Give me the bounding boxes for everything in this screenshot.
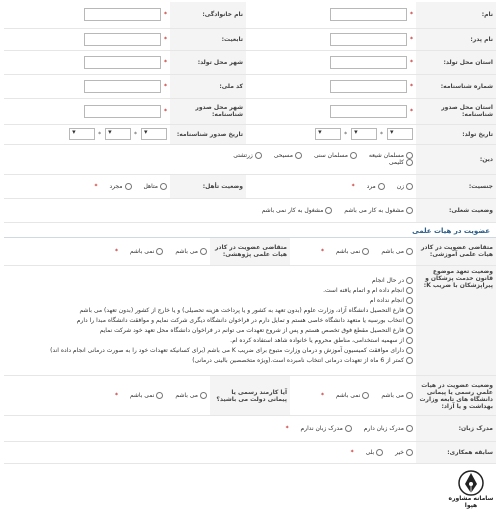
- required-mark: *: [164, 11, 167, 19]
- religion-label: دین:: [416, 144, 496, 174]
- personal-info-table: [4, 2, 496, 223]
- nationality-label: تابعیت:: [170, 28, 246, 50]
- father-name-label: نام پدر:: [416, 28, 496, 50]
- commitment-option[interactable]: فارغ التحصیل مقطع فوق تخصص هستم و پس از شروع تعهدات می توانم در فراخوان دانشگاه محل تعهد خود شرکت نمایم: [7, 326, 413, 335]
- commitment-option[interactable]: در حال انجام: [7, 276, 413, 285]
- table-row: [4, 376, 496, 416]
- radio-icon: [406, 317, 413, 324]
- radio-icon: [406, 347, 413, 354]
- birth-year-select[interactable]: [315, 128, 341, 140]
- membership-table: [4, 238, 496, 465]
- language-option[interactable]: مدرک زبان ندارم: [301, 425, 352, 432]
- gender-label: جنسیت:: [416, 174, 496, 198]
- religion-option[interactable]: مسلمان سنی: [314, 152, 357, 159]
- marital-option[interactable]: متاهل: [143, 183, 167, 190]
- religion-option[interactable]: مسیحی: [274, 152, 302, 159]
- commitment-option[interactable]: انجام داده ام و اتمام یافته است.: [7, 286, 413, 295]
- gender-option[interactable]: زن: [397, 183, 413, 190]
- national-code-input[interactable]: [84, 80, 161, 93]
- radio-icon: [406, 183, 413, 190]
- radio-icon: [295, 152, 302, 159]
- official-member-label: وضعیت عضویت در هیات علمی رسمی یا پیمانی دانشگاه های تابعه وزارت بهداشت و یا آزاد:: [416, 376, 496, 416]
- required-mark: *: [164, 58, 167, 66]
- birth-month-select[interactable]: [351, 128, 377, 140]
- commitment-option[interactable]: فارغ التحصیل دانشگاه آزاد، وزارت علوم (بدون تعهد به کشور و یا پرداخت هزینه تحصیلی) و یا خارج از کشور (بدون تعهد) می باشم: [7, 306, 413, 315]
- table-row: [4, 50, 496, 74]
- radio-icon: [406, 159, 413, 166]
- watermark-logo: [445, 470, 497, 508]
- gender-option[interactable]: مرد: [367, 183, 385, 190]
- yes-option[interactable]: می باشم: [175, 248, 207, 255]
- radio-icon: [345, 425, 352, 432]
- no-option[interactable]: نمی باشم: [130, 248, 164, 255]
- marital-label: وضعیت تأهل:: [170, 174, 246, 198]
- radio-icon: [406, 337, 413, 344]
- applicant-research-options: می باشم نمی باشم *: [4, 238, 210, 266]
- marital-option[interactable]: مجرد: [109, 183, 131, 190]
- employment-option[interactable]: مشغول به کار می باشم: [344, 207, 413, 214]
- no-option[interactable]: خیر: [395, 449, 413, 456]
- table-row: [4, 28, 496, 50]
- table-row: [4, 442, 496, 464]
- birth-date-selects: ▾* ▾* ▾: [246, 124, 416, 144]
- official-employee-options: می باشم نمی باشم *: [4, 376, 210, 416]
- birth-day-select[interactable]: [387, 128, 413, 140]
- no-option[interactable]: نمی باشم: [336, 392, 370, 399]
- nationality-input[interactable]: [84, 33, 161, 46]
- commitment-option[interactable]: کمتر از 6 ماه از تعهدات درمانی انتخاب نامبرده است.(ویژه متخصصین بالینی درمانی): [7, 356, 413, 365]
- language-label: مدرک زبان:: [416, 416, 496, 442]
- official-member-options: می باشم نمی باشم *: [290, 376, 416, 416]
- id-number-input[interactable]: [330, 80, 407, 93]
- table-row: [4, 238, 496, 266]
- no-option[interactable]: نمی باشم: [336, 248, 370, 255]
- issue-city-input[interactable]: [84, 105, 161, 118]
- required-mark: *: [410, 35, 413, 43]
- radio-icon: [406, 297, 413, 304]
- issue-day-select[interactable]: [141, 128, 167, 140]
- father-name-input[interactable]: [330, 33, 407, 46]
- last-name-label: نام خانوادگی:: [170, 2, 246, 28]
- yes-option[interactable]: بلی: [366, 449, 384, 456]
- table-row: [4, 416, 496, 442]
- yes-option[interactable]: می باشم: [381, 392, 413, 399]
- language-options: مدرک زبان دارم مدرک زبان ندارم *: [4, 416, 416, 442]
- radio-icon: [255, 152, 262, 159]
- last-name-input[interactable]: [84, 8, 161, 21]
- table-row: [4, 174, 496, 198]
- yes-option[interactable]: می باشم: [381, 248, 413, 255]
- official-employee-label: آیا کارمند رسمی یا پیمانی دولت می باشید؟: [210, 376, 290, 416]
- employment-option[interactable]: مشغول به کار نمی باشم: [262, 207, 333, 214]
- radio-icon: [376, 449, 383, 456]
- radio-icon: [200, 392, 207, 399]
- radio-icon: [406, 449, 413, 456]
- radio-icon: [378, 183, 385, 190]
- registration-form: [4, 2, 496, 508]
- radio-icon: [156, 248, 163, 255]
- issue-province-label: استان محل صدور شناسنامه:: [416, 98, 496, 124]
- table-row: [4, 74, 496, 98]
- radio-icon: [200, 248, 207, 255]
- radio-icon: [406, 392, 413, 399]
- table-row: [4, 198, 496, 222]
- birth-province-label: استان محل تولد:: [416, 50, 496, 74]
- radio-icon: [362, 392, 369, 399]
- birth-province-input[interactable]: [330, 56, 407, 69]
- issue-date-label: تاریخ صدور شناسنامه:: [170, 124, 246, 144]
- required-mark: *: [164, 82, 167, 90]
- radio-icon: [406, 277, 413, 284]
- pen-nib-icon: [445, 470, 497, 496]
- radio-icon: [350, 152, 357, 159]
- marital-options: متاهل مجرد *: [4, 174, 170, 198]
- radio-icon: [325, 207, 332, 214]
- radio-icon: [406, 248, 413, 255]
- birth-date-label: تاریخ تولد:: [416, 124, 496, 144]
- section-title: عضویت در هیات علمی: [4, 223, 496, 238]
- commitment-option[interactable]: دارای موافقت کمیسیون آموزش و درمان وزارت متبوع برای ضریب K می باشم (برای کسانیکه تعهدات خود را به صورت درمانی انجام داده اند): [7, 346, 413, 355]
- radio-icon: [406, 207, 413, 214]
- first-name-input[interactable]: [330, 8, 407, 21]
- national-code-label: کد ملی:: [170, 74, 246, 98]
- required-mark: *: [164, 35, 167, 43]
- last-question-options: خیر بلی *: [4, 442, 416, 464]
- issue-month-select[interactable]: [105, 128, 131, 140]
- issue-date-selects: ▾* ▾* ▾: [4, 124, 170, 144]
- radio-icon: [406, 287, 413, 294]
- required-mark: *: [410, 107, 413, 115]
- radio-icon: [362, 248, 369, 255]
- radio-icon: [160, 183, 167, 190]
- table-row: [4, 98, 496, 124]
- employment-options: [4, 198, 416, 222]
- applicant-research-label: متقاضی عضویت در کادر هیات علمی پژوهشی:: [210, 238, 290, 266]
- radio-icon: [406, 425, 413, 432]
- applicant-teaching-label: متقاضی عضویت در کادر هیات علمی آموزشی:: [416, 238, 496, 266]
- commitment-label: وضعیت تعهد موضوع قانون خدمت پزشکان و پیراپزشکان با ضریب K:: [416, 266, 496, 376]
- commitment-option[interactable]: انجام نداده ام: [7, 296, 413, 305]
- employment-label: وضعیت شغلی:: [416, 198, 496, 222]
- issue-province-input[interactable]: [330, 105, 407, 118]
- gender-options: زن مرد *: [246, 174, 416, 198]
- radio-icon: [406, 357, 413, 364]
- required-mark: *: [410, 58, 413, 66]
- required-mark: *: [410, 82, 413, 90]
- religion-option[interactable]: کلیمی: [389, 159, 413, 166]
- birth-city-input[interactable]: [84, 56, 161, 69]
- commitment-option[interactable]: انتخاب بورسیه یا متعهد دانشگاه خاصی هستم و تمایل دارم در فراخوان دانشگاه دیگری شرکت نمایم و موافقت دانشگاه مبدا را دارم: [7, 316, 413, 325]
- last-question-label: سابقه همکاری:: [416, 442, 496, 464]
- issue-city-label: شهر محل صدور شناسنامه:: [170, 98, 246, 124]
- commitment-option[interactable]: از سهمیه استخدامی، مناطق محروم یا خانواده شاهد استفاده کرده ام.: [7, 336, 413, 345]
- table-row: [4, 266, 496, 376]
- issue-year-select[interactable]: [69, 128, 95, 140]
- watermark-text: سامانه مشاوره هپوا: [448, 495, 494, 509]
- religion-option[interactable]: مسلمان شیعه: [369, 152, 413, 159]
- commitment-options: [4, 266, 416, 376]
- id-number-label: شماره شناسنامه:: [416, 74, 496, 98]
- radio-icon: [406, 307, 413, 314]
- applicant-teaching-options: می باشم نمی باشم *: [290, 238, 416, 266]
- yes-option[interactable]: می باشم: [175, 392, 207, 399]
- birth-city-label: شهر محل تولد:: [170, 50, 246, 74]
- radio-icon: [156, 392, 163, 399]
- religion-option[interactable]: زرتشتی: [233, 152, 262, 159]
- table-row: [4, 124, 496, 144]
- table-row: [4, 2, 496, 28]
- language-option[interactable]: مدرک زبان دارم: [364, 425, 413, 432]
- radio-icon: [406, 152, 413, 159]
- required-mark: *: [164, 107, 167, 115]
- radio-icon: [406, 327, 413, 334]
- table-row: [4, 144, 496, 174]
- required-mark: *: [410, 11, 413, 19]
- religion-options: [4, 144, 416, 174]
- radio-icon: [125, 183, 132, 190]
- first-name-label: نام:: [416, 2, 496, 28]
- no-option[interactable]: نمی باشم: [130, 392, 164, 399]
